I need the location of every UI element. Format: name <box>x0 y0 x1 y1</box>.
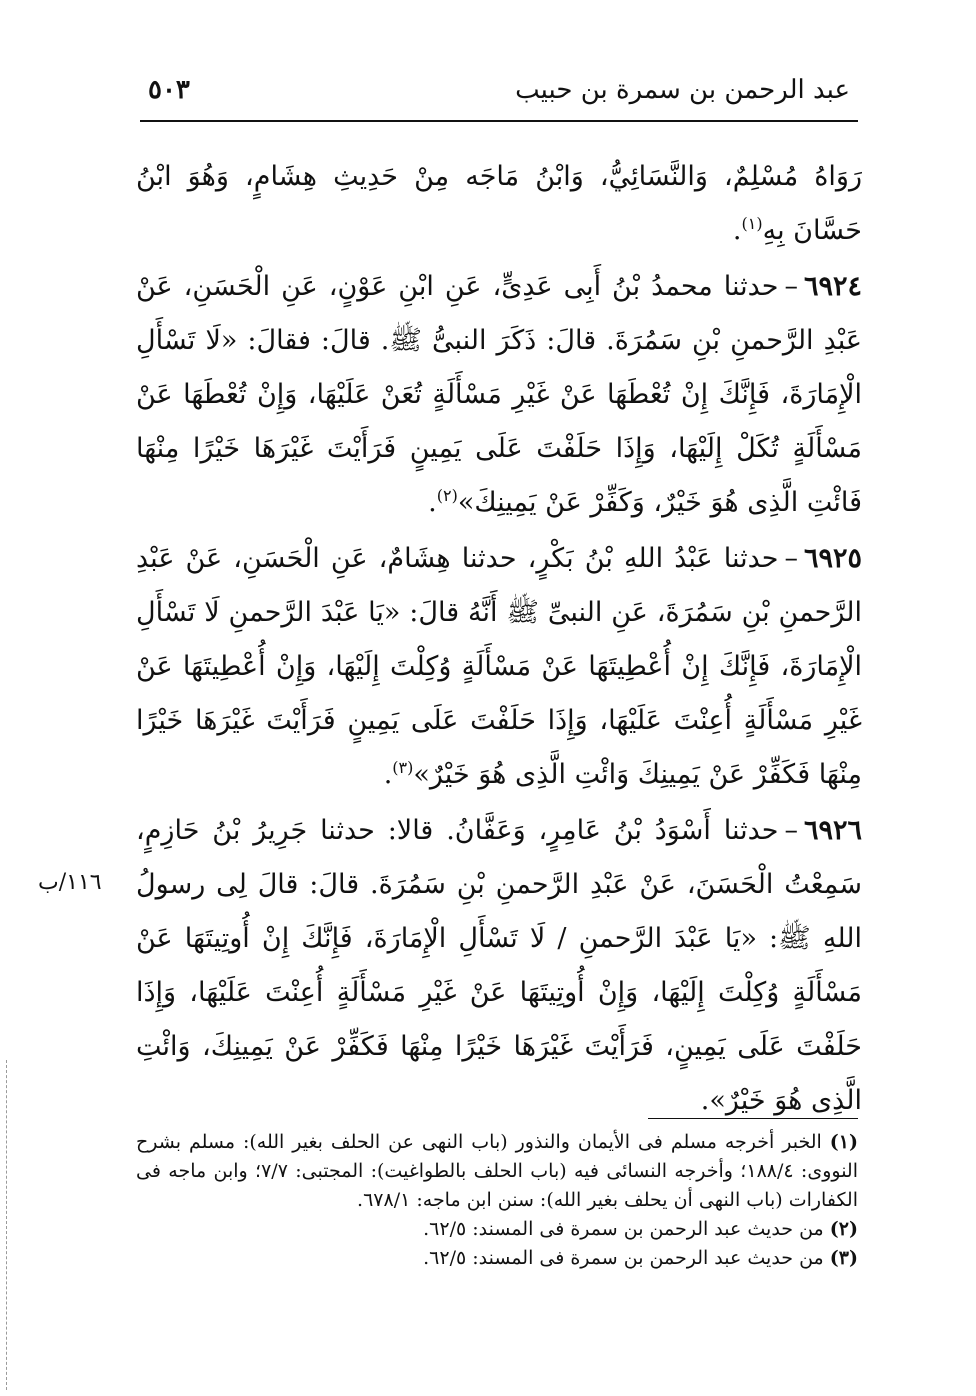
dash-separator: – <box>784 271 798 302</box>
footnote-item <box>136 1215 858 1244</box>
paragraph-text: رَوَاهُ مُسْلِمٌ، وَالنَّسَائِيُّ، وَابْنُ مَاجَه مِنْ حَدِيثِ هِشَامٍ، وَهُوَ ابْنُ حَسَّانَ بِهِ <box>136 161 862 246</box>
footnote-reference: (١) <box>741 214 763 233</box>
footnote-item <box>136 1244 858 1273</box>
footnote-number: (٢) <box>829 1218 858 1240</box>
footnote-item <box>136 1128 858 1215</box>
hadith-paragraph <box>136 532 862 802</box>
dash-separator: – <box>784 543 798 574</box>
paragraph-tail: . <box>383 759 393 790</box>
hadith-paragraph <box>136 804 862 1128</box>
footnote-text: من حديث عبد الرحمن بن سمرة فى المسند: ٦٢/٥. <box>423 1218 824 1240</box>
hadith-number: ٦٩٢٥ <box>803 543 862 574</box>
paragraph-tail: . <box>700 1085 710 1116</box>
scan-edge-mark <box>6 1060 7 1390</box>
footnote-divider <box>648 1118 858 1119</box>
footnote-text: من حديث عبد الرحمن بن سمرة فى المسند: ٦٢/٥. <box>423 1247 824 1269</box>
footnotes <box>136 1128 858 1273</box>
running-header <box>140 70 858 118</box>
manuscript-folio-note: ١١٦/ب <box>38 870 102 895</box>
footnote-number: (١) <box>829 1131 858 1153</box>
paragraph-tail: . <box>732 215 742 246</box>
hadith-number: ٦٩٢٤ <box>803 271 862 302</box>
hadith-number: ٦٩٢٦ <box>803 815 862 846</box>
page-number: ٥٠٣ <box>148 75 190 105</box>
footnote-text: الخبر أخرجه مسلم فى الأيمان والنذور (باب النهى عن الحلف بغير الله): مسلم بشرح النووى: ١٨٨/٤؛ وأخرجه النسائى فيه (باب الحلف بالطواغيت): المجتبى: ٧/٧؛ وابن ماجه فى الكفارات (باب النهى أن يحلف بغير الله): سنن ابن ماجه: ٦٧٨/١. <box>136 1131 859 1211</box>
dash-separator: – <box>784 815 798 846</box>
main-text <box>136 150 862 1128</box>
paragraph-intro <box>136 150 862 258</box>
hadith-paragraph <box>136 260 862 530</box>
footnote-reference: (٣) <box>392 758 414 777</box>
footnote-reference: (٢) <box>436 486 458 505</box>
running-header-title: عبد الرحمن بن سمرة بن حبيب <box>515 75 850 105</box>
paragraph-tail: . <box>428 487 437 518</box>
header-divider <box>140 120 858 122</box>
paragraph-text: حدثنا محمدُ بْنُ أَبِى عَدِىٍّ، عَنِ ابْنِ عَوْنٍ، عَنِ الْحَسَنِ، عَنْ عَبْدِ الرَّحمنِ بْنِ سَمُرَةَ. قالَ: ذَكَرَ النبىُّ ﷺ. قالَ: فقالَ: «لَا تَسْأَلِ الْإِمَارَةَ، فَإِنَّكَ إِنْ تُعْطَهَا عَنْ غَيْرِ مَسْأَلَةٍ تُعَنْ عَلَيْهَا، وَإِنْ تُعْطَهَا عَنْ مَسْأَلَةٍ تُكَلْ إِلَيْهَا، وَإِذَا حَلَفْتَ عَلَى يَمِينٍ فَرَأَيْتَ غَيْرَهَا خَيْرًا مِنْهَا فَائْتِ الَّذِى هُوَ خَيْرٌ، وَكَفِّرْ عَنْ يَمِينِكَ» <box>136 271 862 518</box>
paragraph-text: حدثنا أَسْوَدُ بْنُ عَامِرٍ، وَعَفَّانُ. قالا: حدثنا جَرِيرُ بْنُ حَازِمٍ، سَمِعْتُ الْحَسَنَ، عَنْ عَبْدِ الرَّحمنِ بْنِ سَمُرَةَ. قالَ: قالَ لِى رسولُ اللهِ ﷺ: «يَا عَبْدَ الرَّحمنِ / لَا تَسْأَلِ الْإِمَارَةَ، فَإِنَّكَ إِنْ أُوتِيتَهَا عَنْ مَسْأَلَةٍ وُكِلْتَ إِلَيْهَا، وَإِنْ أُوتِيتَهَا عَنْ غَيْرِ مَسْأَلَةٍ أُعِنْتَ عَلَيْهَا، وَإِذَا حَلَفْتَ عَلَى يَمِينٍ، فَرَأَيْتَ غَيْرَهَا خَيْرًا مِنْهَا فَكَفِّرْ عَنْ يَمِينِكَ، وَائْتِ الَّذِى هُوَ خَيْرٌ» <box>136 815 862 1116</box>
footnote-number: (٣) <box>829 1247 858 1269</box>
paragraph-text: حدثنا عَبْدُ اللهِ بْنُ بَكْرٍ، حدثنا هِشَامٌ، عَنِ الْحَسَنِ، عَنْ عَبْدِ الرَّحمنِ بْنِ سَمُرَةَ، عَنِ النبىِّ ﷺ أَنَّهُ قالَ: «يَا عَبْدَ الرَّحمنِ لَا تَسْأَلِ الْإِمَارَةَ، فَإِنَّكَ إِنْ أُعْطِيتَهَا عَنْ مَسْأَلَةٍ وُكِلْتَ إِلَيْهَا، وَإِنْ أُعْطِيتَهَا عَنْ غَيْرِ مَسْأَلَةٍ أُعِنْتَ عَلَيْهَا، وَإِذَا حَلَفْتَ عَلَى يَمِينٍ فَرَأَيْتَ غَيْرَهَا خَيْرًا مِنْهَا فَكَفِّرْ عَنْ يَمِينِكَ وَائْتِ الَّذِى هُوَ خَيْرٌ» <box>136 543 862 790</box>
